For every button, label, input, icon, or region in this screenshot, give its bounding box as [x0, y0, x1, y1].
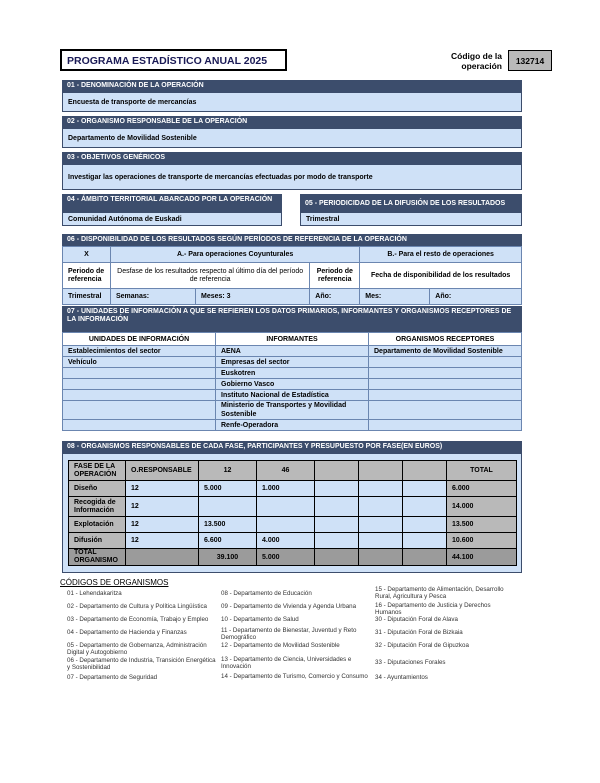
section-05	[300, 194, 522, 226]
organism-code: 04 - Departamento de Hacienda y Finanzas	[67, 629, 187, 636]
org-46-cell: 1.000	[257, 481, 315, 497]
organism-code: 16 - Departamento de Justicia y Derechos Humanos	[375, 602, 491, 616]
responsable-cell: 12	[126, 481, 199, 497]
unidad-cell	[63, 368, 216, 379]
informante-cell: Euskotren	[216, 368, 369, 379]
organism-code: 11 - Departamento de Bienestar, Juventud y Reto Demográfico	[221, 627, 357, 641]
organism-code: 02 - Departamento de Cultura y Política Lingüística	[67, 603, 207, 610]
org-46-cell	[257, 517, 315, 533]
info-row	[63, 368, 522, 379]
desfase-label: Desfase de los resultados respecto al último día del período de referencia	[111, 263, 310, 289]
section-06	[62, 234, 522, 305]
availability-table	[62, 246, 522, 305]
info-row	[63, 357, 522, 368]
fase-cell: Explotación	[69, 517, 126, 533]
fase-cell: Recogida de Información	[69, 497, 126, 517]
informante-cell: Instituto Nacional de Estadística	[216, 390, 369, 401]
section-01	[62, 80, 522, 112]
option-a-label: A.- Para operaciones Coyunturales	[111, 247, 360, 263]
meses-value: Meses: 3	[196, 289, 310, 305]
page-title: PROGRAMA ESTADÍSTICO ANUAL 2025	[60, 49, 287, 71]
semanas-value: Semanas:	[111, 289, 196, 305]
h-org-46: 46	[257, 461, 315, 481]
info-row	[63, 420, 522, 431]
unidad-cell	[63, 390, 216, 401]
informante-cell: Renfe-Operadora	[216, 420, 369, 431]
section-01-title: 01 - DENOMINACIÓN DE LA OPERACIÓN	[62, 80, 522, 92]
total-label: TOTAL ORGANISMO	[69, 549, 126, 566]
informante-cell: AENA	[216, 346, 369, 357]
section-05-value: Trimestral	[300, 212, 522, 226]
organism-code: 01 - Lehendakaritza	[67, 590, 122, 597]
informante-cell: Empresas del sector	[216, 357, 369, 368]
info-row	[63, 379, 522, 390]
total-cell: 13.500	[447, 517, 517, 533]
unidad-cell	[63, 379, 216, 390]
organism-code: 14 - Departamento de Turismo, Comercio y Consumo	[221, 673, 368, 680]
section-08	[62, 441, 522, 573]
organism-code: 12 - Departamento de Movilidad Sostenible	[221, 642, 340, 649]
organismo-cell	[369, 357, 522, 368]
fase-cell: Diseño	[69, 481, 126, 497]
organismo-cell	[369, 368, 522, 379]
organismo-cell	[369, 390, 522, 401]
budget-table	[68, 460, 517, 566]
codes-title: CÓDIGOS DE ORGANISMOS	[60, 578, 169, 587]
information-units-table	[62, 332, 522, 431]
anio-a-value: Año:	[310, 289, 360, 305]
unidad-cell	[63, 401, 216, 420]
org-46-cell	[257, 497, 315, 517]
section-03-title: 03 - OBJETIVOS GENÉRICOS	[62, 152, 522, 164]
unidad-cell: Establecimientos del sector	[63, 346, 216, 357]
organismo-cell	[369, 420, 522, 431]
periodo-label-b: Periodo de referencia	[310, 263, 360, 289]
organism-code: 33 - Diputaciones Forales	[375, 659, 446, 666]
section-02-value: Departamento de Movilidad Sostenible	[62, 128, 522, 148]
org-12-cell: 13.500	[199, 517, 257, 533]
section-08-title: 08 - ORGANISMOS RESPONSABLES DE CADA FASE, PARTICIPANTES Y PRESUPUESTO POR FASE(EN EUROS)	[62, 441, 522, 453]
organism-code: 31 - Diputación Foral de Bizkaia	[375, 629, 463, 636]
total-total: 44.100	[447, 549, 517, 566]
organismo-cell	[369, 401, 522, 420]
periodo-label-a: Periodo de referencia	[63, 263, 111, 289]
section-01-value: Encuesta de transporte de mercancías	[62, 92, 522, 112]
fecha-label: Fecha de disponibilidad de los resultados	[360, 263, 522, 289]
section-07-title: 07 - UNIDADES DE INFORMACIÓN A QUE SE REFIEREN LOS DATOS PRIMARIOS, INFORMANTES Y ORGANISMOS RECEPTORES DE LA INFORMACIÓN	[62, 306, 522, 332]
periodo-value: Trimestral	[63, 289, 111, 305]
organismo-cell	[369, 379, 522, 390]
total-org-46: 5.000	[257, 549, 315, 566]
section-03	[62, 152, 522, 190]
info-row	[63, 346, 522, 357]
organism-code: 30 - Diputación Foral de Alava	[375, 616, 458, 623]
responsable-cell: 12	[126, 497, 199, 517]
informante-cell: Ministerio de Transportes y Movilidad Sostenible	[216, 401, 369, 420]
section-04-value: Comunidad Autónoma de Euskadi	[62, 212, 282, 226]
section-04	[62, 194, 282, 226]
organism-code: 08 - Departamento de Educación	[221, 590, 312, 597]
responsable-cell: 12	[126, 517, 199, 533]
unidad-cell	[63, 420, 216, 431]
fase-cell: Difusión	[69, 533, 126, 549]
col-informantes: INFORMANTES	[216, 333, 369, 346]
organism-code: 32 - Diputación Foral de Gipuzkoa	[375, 642, 469, 649]
anio-b-value: Año:	[430, 289, 522, 305]
total-cell: 6.000	[447, 481, 517, 497]
budget-row	[69, 481, 517, 497]
organism-code: 06 - Departamento de Industria, Transición Energética y Sostenibilidad	[67, 657, 216, 671]
col-organismos: ORGANISMOS RECEPTORES	[369, 333, 522, 346]
organism-code: 07 - Departamento de Seguridad	[67, 674, 158, 681]
section-05-title: 05 - PERIODICIDAD DE LA DIFUSIÓN DE LOS RESULTADOS	[300, 194, 522, 212]
budget-row	[69, 533, 517, 549]
section-03-value: Investigar las operaciones de transporte de mercancías efectuadas por modo de transporte	[62, 164, 522, 190]
h-total: TOTAL	[447, 461, 517, 481]
section-02	[62, 116, 522, 148]
total-cell: 10.600	[447, 533, 517, 549]
total-cell: 14.000	[447, 497, 517, 517]
h-fase: FASE DE LA OPERACIÓN	[69, 461, 126, 481]
section-04-title: 04 - ÁMBITO TERRITORIAL ABARCADO POR LA OPERACIÓN	[62, 194, 282, 212]
unidad-cell: Vehículo	[63, 357, 216, 368]
h-responsable: O.RESPONSABLE	[126, 461, 199, 481]
col-unidades: UNIDADES DE INFORMACIÓN	[63, 333, 216, 346]
organism-code: 05 - Departamento de Gobernanza, Administración Digital y Autogobierno	[67, 642, 207, 656]
section-07	[62, 306, 522, 431]
org-12-cell: 5.000	[199, 481, 257, 497]
code-label: Código de la operación	[451, 51, 502, 71]
h-org-12: 12	[199, 461, 257, 481]
option-b-label: B.- Para el resto de operaciones	[360, 247, 522, 263]
section-06-title: 06 - DISPONIBILIDAD DE LOS RESULTADOS SEGÚN PERÍODOS DE REFERENCIA DE LA OPERACIÓN	[62, 234, 522, 246]
organism-code: 34 - Ayuntamientos	[375, 674, 428, 681]
organismo-cell: Departamento de Movilidad Sostenible	[369, 346, 522, 357]
total-org-12: 39.100	[199, 549, 257, 566]
mes-value: Mes:	[360, 289, 430, 305]
budget-row	[69, 517, 517, 533]
org-12-cell	[199, 497, 257, 517]
organism-code: 15 - Departamento de Alimentación, Desarrollo Rural, Agricultura y Pesca	[375, 586, 504, 600]
responsable-cell: 12	[126, 533, 199, 549]
x-mark: X	[63, 247, 111, 263]
info-row	[63, 401, 522, 420]
org-46-cell: 4.000	[257, 533, 315, 549]
organism-code: 03 - Departamento de Economía, Trabajo y Empleo	[67, 616, 209, 623]
operation-code: 132714	[508, 50, 552, 71]
informante-cell: Gobierno Vasco	[216, 379, 369, 390]
organism-code: 10 - Departamento de Salud	[221, 616, 299, 623]
organism-code: 13 - Departamento de Ciencia, Universidades e Innovación	[221, 656, 352, 670]
organism-code: 09 - Departamento de Vivienda y Agenda Urbana	[221, 603, 357, 610]
budget-row	[69, 497, 517, 517]
codes-list	[67, 586, 537, 690]
section-02-title: 02 - ORGANISMO RESPONSABLE DE LA OPERACIÓN	[62, 116, 522, 128]
org-12-cell: 6.600	[199, 533, 257, 549]
info-row	[63, 390, 522, 401]
